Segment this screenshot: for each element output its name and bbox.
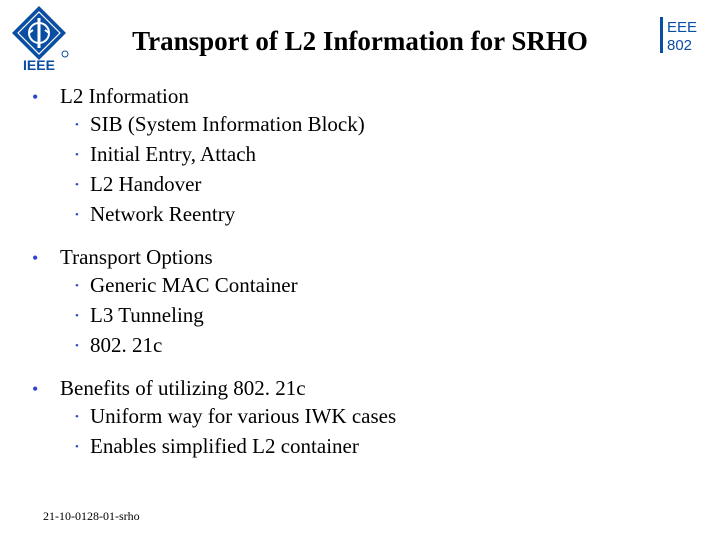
section-l2-information [32,82,692,231]
section-item: Enables simplified L2 container [90,434,359,458]
bullet-dot-icon: • [75,179,79,191]
bullet-level2 [32,302,692,332]
bullet-dot-icon: • [75,411,79,423]
section-item: 802. 21c [90,333,163,357]
bullet-dot-icon: • [75,209,79,221]
section-item: Generic MAC Container [90,273,298,297]
bullet-level2 [32,403,692,433]
section-benefits [32,374,692,463]
bullet-dot-icon: • [75,441,79,453]
bullet-dot-icon: • [32,248,39,268]
ieee-802-mark-icon [659,16,699,54]
section-item: Initial Entry, Attach [90,142,257,166]
bullet-level2 [32,111,692,141]
ieee-802-logo-line2: 802 [667,37,693,54]
bullet-dot-icon: • [75,340,79,352]
section-item: L2 Handover [90,172,202,196]
bullet-level1 [32,82,692,111]
bullet-dot-icon: • [75,310,79,322]
bullet-dot-icon: • [75,149,79,161]
bullet-level1 [32,243,692,272]
ieee-802-logo-line1: EEE [667,19,698,36]
bullet-level2 [32,433,692,463]
bullet-level1 [32,374,692,403]
bullet-level2 [32,201,692,231]
bullet-level2 [32,332,692,362]
section-transport-options [32,243,692,362]
slide-title: Transport of L2 Information for SRHO [132,26,588,56]
slide-content [32,82,692,475]
section-item: Uniform way for various IWK cases [90,404,397,428]
bullet-level2 [32,171,692,201]
section-item: Network Reentry [90,202,236,226]
bullet-level2 [32,272,692,302]
bullet-dot-icon: • [75,119,79,131]
section-item: L3 Tunneling [90,303,204,327]
footer-doc-id: 21-10-0128-01-srho [43,509,140,523]
bullet-dot-icon: • [32,87,39,107]
bullet-dot-icon: • [32,379,39,399]
ieee-logo-text: IEEE [23,57,55,73]
section-heading: L2 Information [60,84,189,108]
ieee-802-logo [659,16,699,54]
section-item: SIB (System Information Block) [90,112,365,136]
bullet-dot-icon: • [75,280,79,292]
section-heading: Transport Options [60,245,213,269]
bullet-level2 [32,141,692,171]
section-heading: Benefits of utilizing 802. 21c [60,376,306,400]
